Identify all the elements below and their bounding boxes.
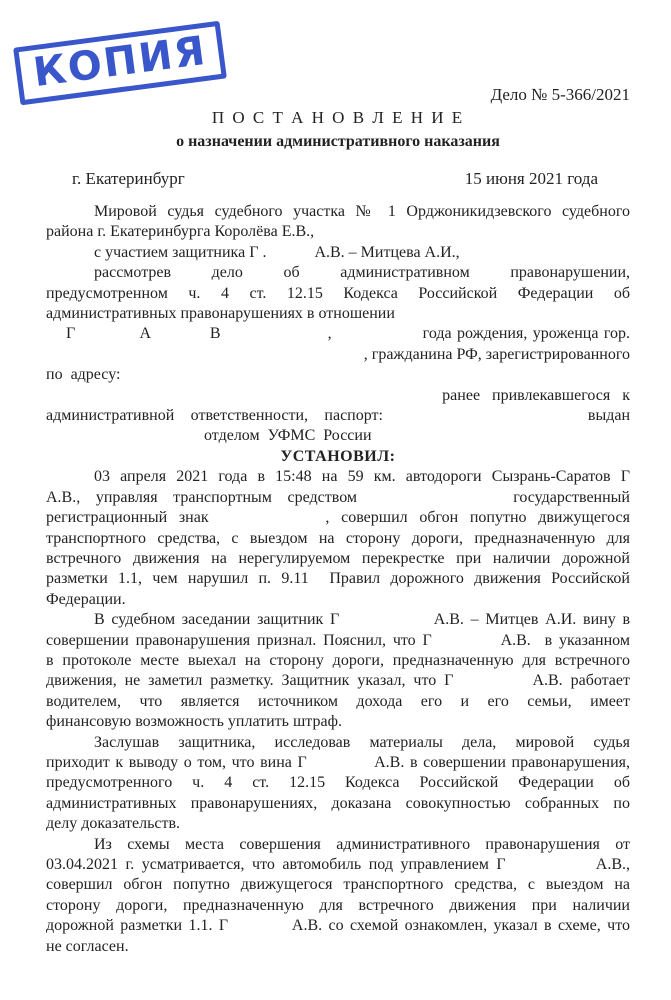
document-place: г. Екатеринбург [72,169,185,188]
doc-line: района г. Екатеринбурга Королёва Е.В., [46,223,315,241]
doc-line: с участием защитника Г . А.В. – Митцева А.И., [94,243,460,261]
doc-line: встречного движения на нерегулируемом перекрестке при наличии дорожной [46,549,630,567]
document-title: П О С Т А Н О В Л Е Н И Е [211,108,465,127]
doc-line: транспортного средства, с выездом на сторону дороги, предназначенную для [46,529,630,547]
doc-line: движения, не заметил разметку. Защитник указал, что Г А.В. работает [46,672,630,690]
doc-line: Из схемы места совершения административного правонарушения от [94,835,630,853]
resolution-heading: УСТАНОВИЛ: [280,447,396,465]
doc-line: Федерации. [46,590,126,608]
doc-line: дорожной разметки 1.1. Г А.В. со схемой ознакомлен, указал в схеме, что [46,917,630,935]
doc-line: финансовую возможность уплатить штраф. [46,713,342,731]
copy-stamp-label: КОПИЯ [30,27,210,97]
doc-line: В судебном заседании защитник Г А.В. – Митцев А.И. вину в [94,611,630,629]
doc-line: Заслушав защитника, исследовав материалы дела, мировой судья [94,733,630,751]
doc-line: предусмотренного ч. 4 ст. 12.15 Кодекса Российской Федерации об [46,774,630,792]
doc-line: регистрационный знак , совершил обгон попутно движущегося [46,509,630,527]
document-subtitle: о назначении административного наказания [176,133,500,150]
doc-line: административных правонарушениях, доказана совокупностью собранных по [46,794,630,812]
doc-line: отделом УФМС России [204,427,372,445]
doc-line: разметки 1.1, чем нарушил п. 9.11 Правил дорожного движения Российской [46,570,630,588]
doc-line: Г А В , года рождения, уроженца гор. [66,325,630,343]
doc-line: совершил обгон попутно движущегося транспортного средства, с выездом на [46,876,630,894]
doc-line: совершении правонарушения признал. Пояснил, что Г А.В. в указанном [46,631,630,649]
doc-line: 03 апреля 2021 года в 15:48 на 59 км. автодороги Сызрань-Саратов Г [94,468,630,486]
document-body [46,202,630,957]
doc-line: рассмотрев дело об административном правонарушении, [94,264,630,282]
doc-line: ранее привлекавшегося к [442,386,630,404]
doc-line: не согласен. [46,937,129,955]
doc-line: делу доказательств. [46,815,181,833]
place-date-row [46,168,630,189]
doc-line: административных правонарушениях в отношении [46,305,395,323]
doc-line: А.В., управляя транспортным средством государственный [46,488,630,506]
doc-line: Мировой судья судебного участка № 1 Орджоникидзевского судебного [94,203,630,220]
doc-line: 03.04.2021 г. усматривается, что автомобиль под управлением Г А.В., [46,856,630,873]
doc-line: по адресу: [46,366,121,384]
doc-line: сторону дороги, предназначенную для встречного движения при наличии [46,896,630,914]
doc-line: предусмотренном ч. 4 ст. 12.15 Кодекса Российской Федерации об [46,284,630,302]
doc-line: в протоколе месте выехал на сторону дороги, предназначенную для встречного [46,651,630,669]
doc-line: , гражданина РФ, зарегистрированного [363,345,630,363]
doc-line: водителем, что является источником дохода его и его семьи, имеет [46,692,630,710]
doc-line: административной ответственности, паспорт: выдан [46,407,630,425]
document-date: 15 июня 2021 года [464,169,598,188]
case-number: Дело № 5-366/2021 [490,85,630,104]
doc-line: приходит к выводу о том, что вина Г А.В. в совершении правонарушения, [46,753,630,771]
